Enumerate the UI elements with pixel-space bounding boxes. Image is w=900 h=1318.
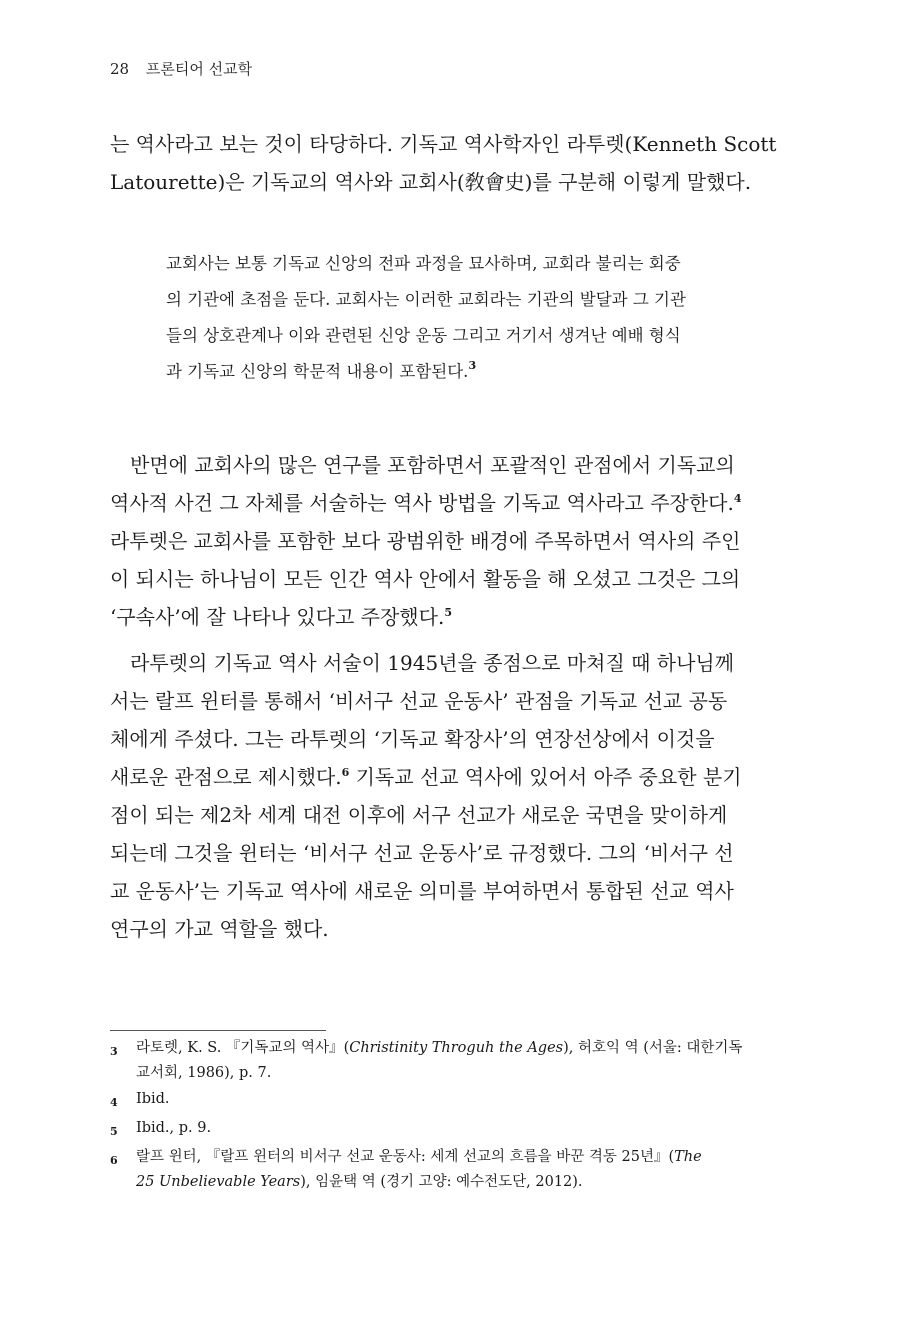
footnote-ref[interactable]: 6	[341, 766, 350, 779]
footnote-divider	[110, 1030, 326, 1031]
footnote-5	[110, 1116, 750, 1144]
text-line	[110, 484, 750, 522]
footnote-text-part: ), 허호익 역 (서울: 대한기독	[563, 1040, 743, 1056]
running-head	[110, 58, 252, 79]
footnote-text	[136, 1145, 750, 1195]
footnote-3	[110, 1036, 750, 1086]
text-line: 라투렛은 교회사를 포함한 보다 광범위한 배경에 주목하면서 역사의 주인	[110, 529, 741, 553]
footnote-text: Ibid.	[136, 1091, 170, 1107]
text-line: 라투렛의 기독교 역사 서술이 1945년을 종점으로 마쳐질 때 하나님께	[130, 651, 735, 675]
footnote-ref[interactable]: 5	[444, 606, 452, 619]
footnote-4	[110, 1087, 750, 1115]
text-line: 체에게 주셨다. 그는 라투렛의 ‘기독교 확장사’의 연장선상에서 이것을	[110, 727, 715, 751]
footnote-number: 6	[110, 1154, 118, 1167]
footnote-book-title: Christinity Throguh the Ages	[349, 1040, 564, 1056]
text-line: 는 역사라고 보는 것이 타당하다. 기독교 역사학자인 라투렛(Kenneth Scott	[110, 132, 777, 156]
text-line: 연구의 가교 역할을 했다.	[110, 917, 329, 941]
paragraph-2	[110, 446, 750, 636]
text-line: 점이 되는 제2차 세계 대전 이후에 서구 선교가 새로운 국면을 맞이하게	[110, 803, 728, 827]
footnote-number: 3	[110, 1045, 118, 1058]
text-line-content: ‘구속사’에 잘 나타나 있다고 주장했다.	[110, 605, 445, 629]
footnote-ref[interactable]: 4	[733, 492, 742, 505]
text-line	[110, 598, 750, 636]
paragraph-1	[110, 125, 777, 201]
text-line-content: 기독교 선교 역사에 있어서 아주 중요한 분기	[349, 765, 742, 789]
quote-line-last	[166, 354, 750, 390]
footnote-text-part: 교서회, 1986), p. 7.	[136, 1065, 272, 1081]
footnote-6	[110, 1145, 750, 1195]
paragraph-3	[110, 644, 750, 948]
text-line	[110, 758, 750, 796]
quote-line: 교회사는 보통 기독교 신앙의 전파 과정을 묘사하며, 교회라 불리는 회중	[166, 254, 681, 273]
text-line-content: 새로운 관점으로 제시했다.	[110, 765, 342, 789]
block-quote	[166, 246, 750, 390]
text-line: Latourette)은 기독교의 역사와 교회사(敎會史)를 구분해 이렇게 말했다.	[110, 170, 752, 194]
text-line: 서는 랄프 윈터를 통해서 ‘비서구 선교 운동사’ 관점을 기독교 선교 공동	[110, 689, 728, 713]
text-line: 되는데 그것을 윈터는 ‘비서구 선교 운동사’로 규정했다. 그의 ‘비서구 선	[110, 841, 734, 865]
quote-line-text: 과 기독교 신앙의 학문적 내용이 포함된다.	[166, 362, 469, 381]
footnote-text-part: 라토렛, K. S. 『기독교의 역사』(	[136, 1040, 350, 1056]
quote-line: 들의 상호관계나 이와 관련된 신앙 운동 그리고 거기서 생겨난 예배 형식	[166, 326, 681, 345]
text-line: 이 되시는 하나님이 모든 인간 역사 안에서 활동을 해 오셨고 그것은 그의	[110, 567, 741, 591]
quote-line: 의 기관에 초점을 둔다. 교회사는 이러한 교회라는 기관의 발달과 그 기관	[166, 290, 686, 309]
footnote-book-title: The	[674, 1149, 702, 1165]
text-line-content: 역사적 사건 그 자체를 서술하는 역사 방법을 기독교 역사라고 주장한다.	[110, 491, 734, 515]
footnote-text-part: 랄프 윈터, 『랄프 윈터의 비서구 선교 운동사: 세계 선교의 흐름을 바꾼 격동 25년』(	[136, 1149, 675, 1165]
text-line: 교 운동사’는 기독교 역사에 새로운 의미를 부여하면서 통합된 선교 역사	[110, 879, 734, 903]
text-line: 반면에 교회사의 많은 연구를 포함하면서 포괄적인 관점에서 기독교의	[130, 453, 735, 477]
footnote-text-part: ), 임윤택 역 (경기 고양: 예수전도단, 2012).	[300, 1174, 583, 1190]
page-number: 28	[110, 60, 130, 78]
footnote-book-title: 25 Unbelievable Years	[136, 1174, 301, 1190]
footnote-number: 4	[110, 1096, 118, 1109]
book-title: 프론티어 선교학	[145, 60, 253, 78]
footnote-text: Ibid., p. 9.	[136, 1120, 212, 1136]
footnote-ref[interactable]: 3	[468, 359, 477, 372]
footnote-number: 5	[110, 1125, 118, 1138]
footnotes	[110, 1036, 750, 1196]
footnote-text	[136, 1036, 750, 1086]
